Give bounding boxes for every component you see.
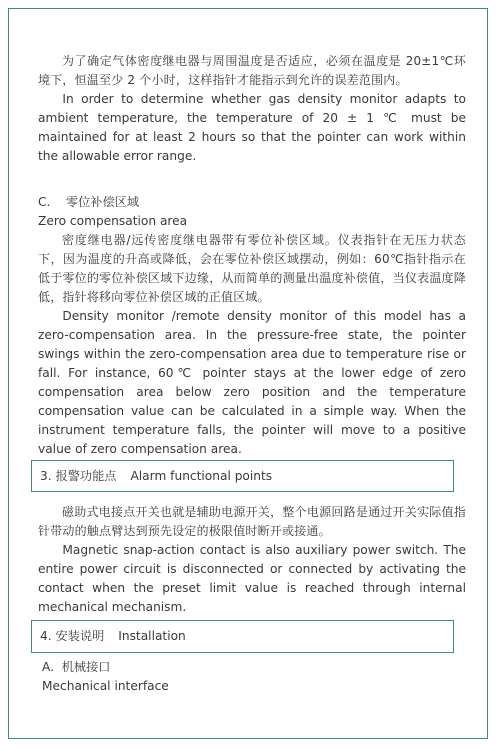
zero-compensation-paragraph-en: Density monitor /remote density monitor of this model has a zero-compensation area. In the pressure-free state, the pointer swings within the zero-compensation area due to temperature rise or fall. For instance, 60℃ pointer stays at the lower edge of zero compensation area below zero position and the temperature compensation value can be calculated in a simple way. When the instrument temperature falls, the pointer will move to a positive value of zero compensation area.: [38, 309, 466, 456]
section-a-title-cn: 机械接口: [61, 660, 111, 674]
alarm-section-body: [38, 503, 466, 617]
zero-compensation-section: [38, 193, 466, 459]
mechanical-interface-heading-cn: [42, 658, 470, 677]
zero-compensation-paragraph-cn: 密度继电器/远传密度继电器带有零位补偿区域。仪表指针在无压力状态下，因为温度的升高或降低，会在零位补偿区域摆动，例如：60℃指针指示在低于零位的零位补偿区域下边缘，从而简单的测量出温度补偿值，当仪表温度降低，指针将移向零位补偿区域的正值区域。: [38, 233, 466, 304]
section-4-number: 4.: [40, 629, 52, 643]
section-c-title-cn: 零位补偿区域: [65, 195, 140, 209]
mechanical-interface-heading-en: Mechanical interface: [42, 679, 169, 693]
section-4-title-cn: 安装说明: [55, 629, 105, 643]
section-3-title-cn: 报警功能点: [55, 469, 117, 483]
mechanical-interface-section: [42, 658, 470, 696]
alarm-paragraph-cn: 磁助式电接点开关也就是辅助电源开关，整个电源回路是通过开关实际值指针带动的触点臂达到预先设定的极限值时断开或接通。: [38, 505, 466, 538]
section-c-label: C.: [38, 195, 51, 209]
zero-compensation-heading-en: Zero compensation area: [38, 214, 188, 228]
temperature-paragraph-cn: 为了确定气体密度继电器与周围温度是否适应，必须在温度是 20±1℃环境下，恒温至少 2 个小时，这样指针才能指示到允许的误差范围内。: [38, 54, 466, 87]
section-4-title-en: Installation: [118, 629, 186, 643]
temperature-section: [38, 52, 466, 166]
temperature-paragraph-en: In order to determine whether gas density monitor adapts to ambient temperature, the temperature of 20 ± 1 ℃ must be maintained for at least 2 hours so that the pointer can work within the allowable error range.: [38, 92, 466, 163]
alarm-section-header: [31, 460, 454, 492]
section-3-number: 3.: [40, 469, 52, 483]
section-3-title-en: Alarm functional points: [130, 469, 273, 483]
alarm-paragraph-en: Magnetic snap-action contact is also auxiliary power switch. The entire power circuit is disconnected or connected by activating the contact when the preset limit value is reached through internal mechanical mechanism.: [38, 543, 466, 614]
section-a-label: A.: [42, 660, 54, 674]
installation-section-header: [31, 620, 454, 653]
zero-compensation-heading-cn: [38, 193, 466, 212]
